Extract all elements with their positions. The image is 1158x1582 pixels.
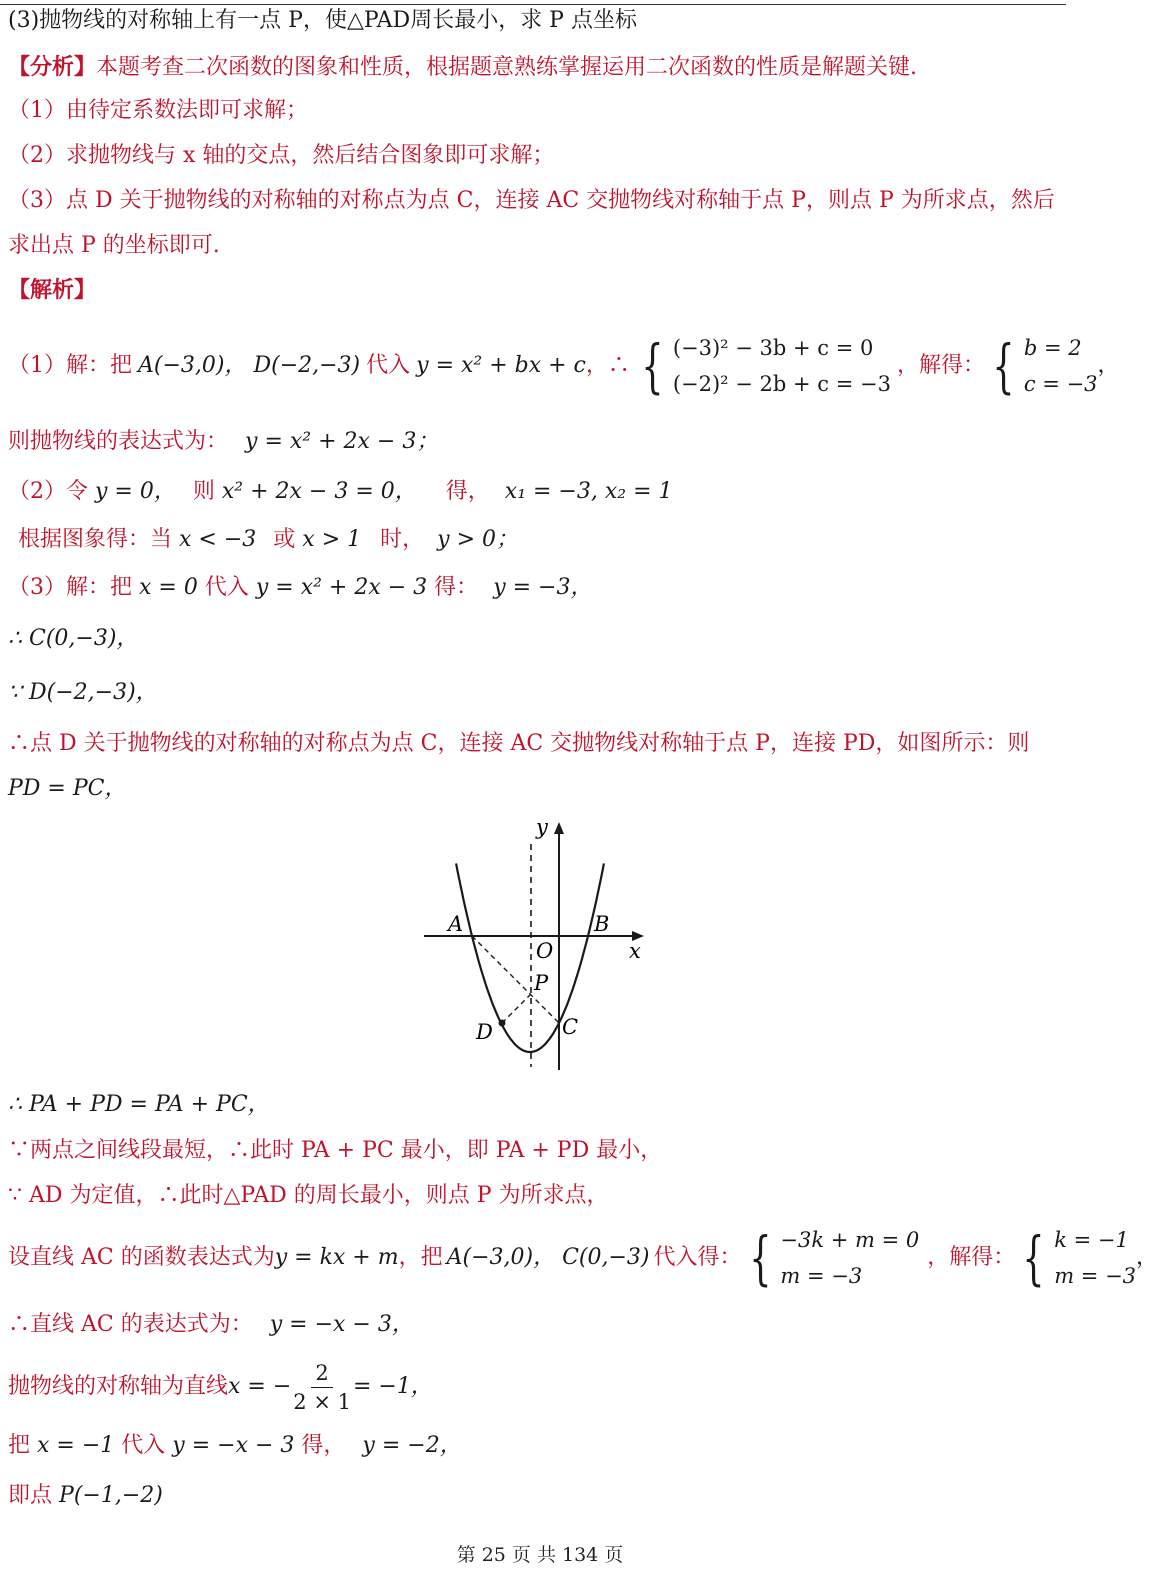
parabola-expression [8,427,438,457]
axis-eq-pre: x = − [228,1374,292,1399]
ac-expr-equation: y = −x − 3， [269,1312,414,1337]
shortest-segment: ∵两点之间线段最短，∴此时 PA + PC 最小，即 PA + PD 最小， [8,1138,663,1163]
p3-a-eq2: y = x² + 2x − 3 [255,575,428,600]
label-b: B [594,912,610,936]
y-axis-arrow-icon [554,822,564,834]
sub-eq3: y = −2， [362,1433,462,1458]
part2-graph-conclusion [18,525,518,555]
p1-result-c: c = −3 [1023,372,1098,396]
p3-a-get: 得： [434,575,479,600]
ac-end: ， [1136,1245,1158,1270]
ac-equation: y = kx + m [274,1245,399,1270]
analysis-step1: （1）由待定系数法即可求解； [8,98,308,123]
symmetry-axis-line [8,1354,433,1420]
label-c: C [562,1015,579,1039]
sub-label: 把 [8,1433,31,1458]
page-footer: 第 25 页 共 134 页 [456,1544,624,1566]
p2-graph-or: 或 [273,527,296,552]
solution-tag: 【解析】 [8,277,97,303]
p1-points: A(−3,0)， D(−2,−3) [138,353,361,378]
p1-system-eq2: (−2)² − 2b + c = −3 [672,372,891,396]
ac-result-k: k = −1 [1054,1228,1129,1252]
final-answer [8,1481,163,1511]
question-title: (3)抛物线的对称轴上有一点 P，使△PAD周长最小，求 P 点坐标 [8,8,637,33]
ac-system [742,1222,920,1294]
fixed-length: ∵ AD 为定值，∴此时△PAD 的周长最小，则点 P 为所求点， [8,1183,609,1208]
label-x: x [629,939,641,963]
p1-sub: 代入 [366,353,411,378]
point-c: ∴ C(0,−3)， [8,626,139,651]
axis-denominator: 2 × 1 [293,1389,351,1414]
p3-a-eq1: x = 0 [139,575,198,600]
p1-end: ， [1097,353,1120,378]
p1-result-b: b = 2 [1023,336,1082,360]
symmetry-line1: ∴点 D 关于抛物线的对称轴的对称点为点 C，连接 AC 交抛物线对称轴于点 P，连接 PD，如图所示：则 [8,731,1030,756]
solution-part1 [8,326,1120,406]
p1-therefore: ，∴ [585,353,630,378]
ac-points: A(−3,0)， C(0,−3) [446,1245,650,1270]
p2-a-eq: y = 0， [95,479,176,504]
p2-c-eq: x₁ = −3, x₂ = 1 [504,479,673,504]
analysis-tag: 【分析】 [8,54,97,80]
ac-system-eq2: m = −3 [780,1264,863,1288]
final-label: 即点 [8,1483,53,1508]
p1-system [634,330,891,402]
p2-graph-when: 时， [380,527,425,552]
top-rule [0,4,1066,5]
ac-sub: ，把 [398,1245,443,1270]
axis-numerator: 2 [311,1359,332,1388]
brace-icon: { [992,332,1015,400]
final-point: P(−1,−2) [59,1483,163,1508]
label-a: A [448,912,464,936]
solution-part2 [8,477,673,507]
ac-expr-label: ∴直线 AC 的表达式为： [8,1312,253,1337]
p2-b-eq: x² + 2x − 3 = 0， [221,479,417,504]
p1-system-eq1: (−3)² − 3b + c = 0 [672,336,874,360]
p2-c: 得， [445,479,490,504]
line-ac-expression [8,1310,414,1340]
line-ac-setup [8,1220,1158,1296]
ac-system-eq1: −3k + m = 0 [780,1228,920,1252]
p2-graph: 根据图象得：当 [18,527,173,552]
axis-fraction [293,1359,351,1416]
p2-a: （2）令 [8,479,88,504]
analysis-text: 本题考查二次函数的图象和性质，根据题意熟练掌握运用二次函数的性质是解题关键. [96,55,918,80]
brace-icon: { [641,332,664,400]
label-y: y [536,815,548,839]
ac-get: 代入得： [653,1245,742,1270]
sub-get: 得， [301,1433,346,1458]
ac-result [1015,1222,1136,1294]
brace-icon: { [1022,1224,1045,1292]
p3-a: （3）解：把 [8,575,132,600]
ac-solve: ，解得： [927,1245,1016,1270]
p1-equation: y = x² + bx + c [416,353,586,378]
sub-eq2: y = −x − 3 [172,1433,295,1458]
p1-solve: ，解得： [896,353,985,378]
analysis-step3-line1: （3）点 D 关于抛物线的对称轴的对称点为点 C，连接 AC 交抛物线对称轴于点 P，则点 P 为所求点，然后 [8,188,1055,213]
label-o: O [536,939,554,963]
p2-graph-eq2: x > 1 [302,527,362,552]
sub-eq1: x = −1 [37,1433,115,1458]
axis-eq-post: = −1， [352,1374,433,1399]
p2-graph-eq1: x < −3 [179,527,257,552]
segment-pd [502,994,531,1023]
parabola-figure [410,812,660,1077]
point-d-marker [499,1020,506,1027]
label-p: P [534,971,549,995]
p1-intro: （1）解：把 [8,353,132,378]
expr-label: 则抛物线的表达式为： [8,429,229,454]
p2-b: 则 [192,479,215,504]
ac-intro: 设直线 AC 的函数表达式为 [8,1245,275,1270]
p2-graph-eq3: y > 0； [437,527,518,552]
analysis-paragraph [8,52,917,83]
p3-a-eq3: y = −3， [493,575,593,600]
analysis-step2: （2）求抛物线与 x 轴的交点，然后结合图象即可求解； [8,143,555,168]
label-d: D [476,1020,493,1044]
sub-mid: 代入 [121,1433,166,1458]
point-d: ∵ D(−2,−3)， [8,680,158,705]
expr-equation: y = x² + 2x − 3； [245,429,439,454]
analysis-step3-line2: 求出点 P 的坐标即可. [8,233,220,258]
ac-result-m: m = −3 [1054,1264,1137,1288]
symmetry-line2: PD = PC， [8,776,127,801]
substitute-line [8,1431,462,1461]
p1-result [985,330,1098,402]
p3-a-sub: 代入 [204,575,249,600]
solution-part3 [8,573,592,603]
brace-icon: { [748,1224,772,1292]
sum-equation: ∴ PA + PD = PA + PC， [8,1092,270,1117]
axis-label: 抛物线的对称轴为直线 [8,1374,229,1399]
